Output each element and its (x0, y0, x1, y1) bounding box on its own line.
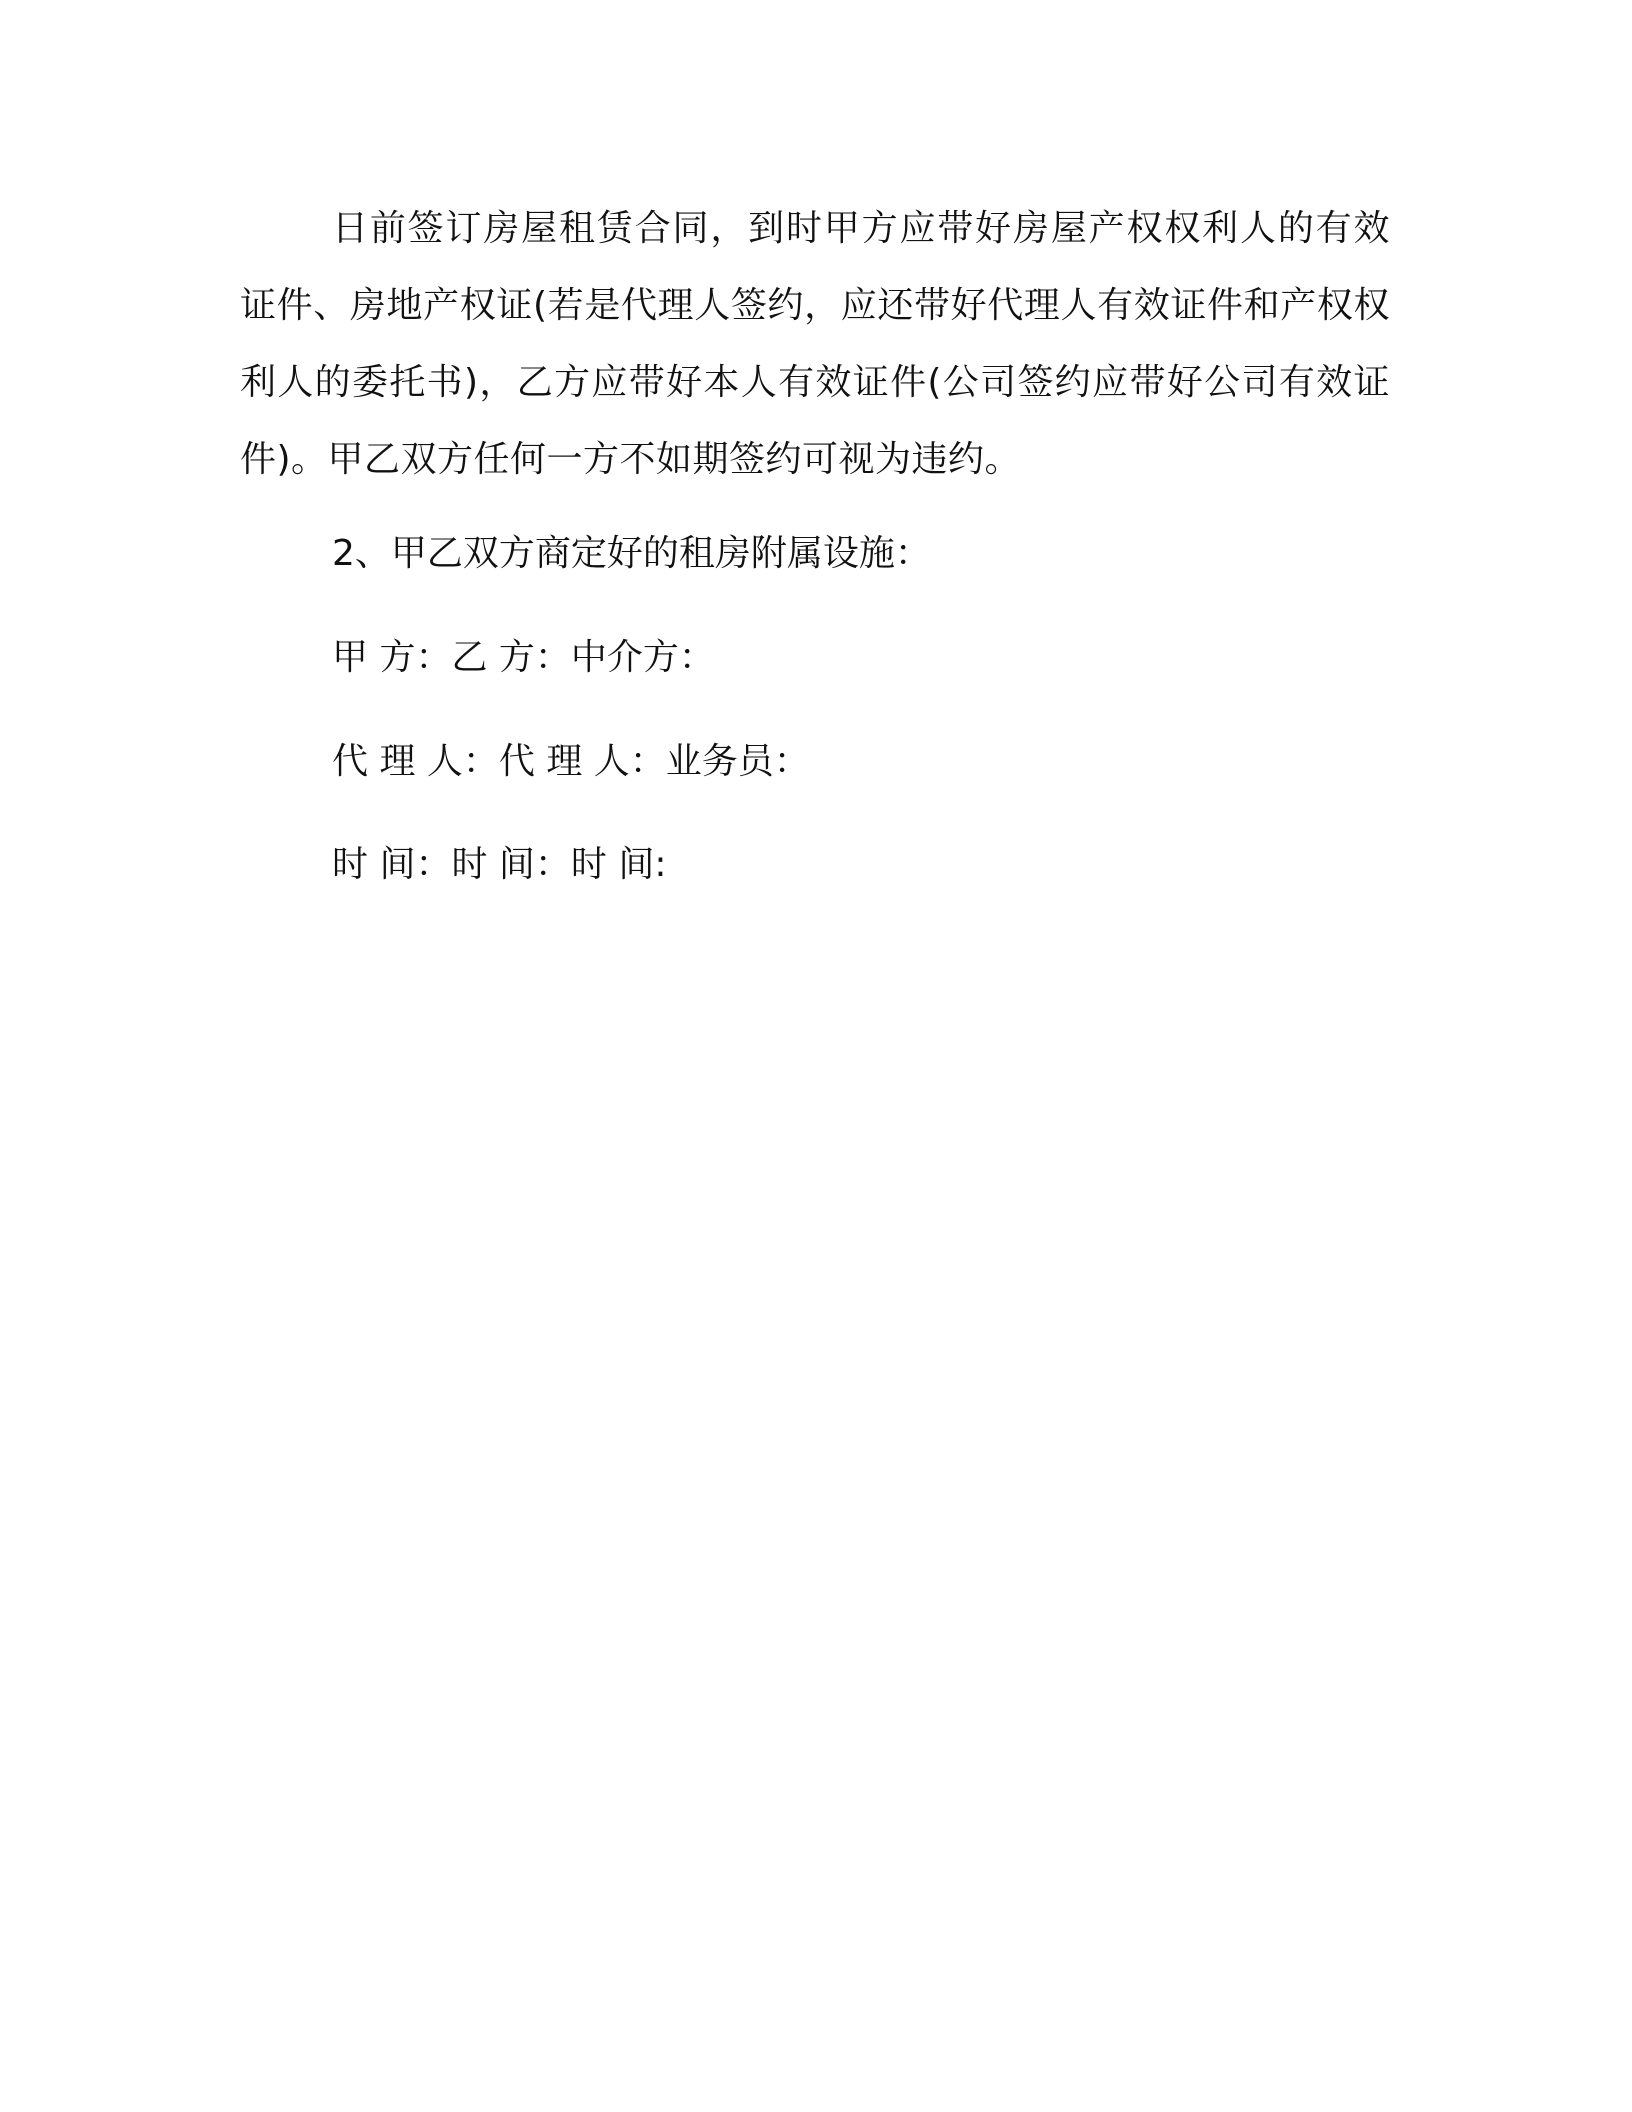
signature-line-parties: 甲 方：乙 方：中介方： (332, 637, 715, 678)
contract-paragraph: 日前签订房屋租赁合同，到时甲方应带好房屋产权权利人的有效证件、房地产权证(若是代理人签约，应还带好代理人有效证件和产权权利人的委托书)，乙方应带好本人有效证件(公司签约应带好公司有效证件)。甲乙双方任何一方不如期签约可视为违约。 (240, 208, 1390, 480)
signature-line-agents: 代 理 人：代 理 人：业务员： (332, 741, 810, 782)
document-body (240, 190, 1390, 885)
signature-line-times: 时 间：时 间：时 间: (332, 844, 667, 885)
facilities-item: 2、甲乙双方商定好的租房附属设施： (332, 533, 931, 574)
